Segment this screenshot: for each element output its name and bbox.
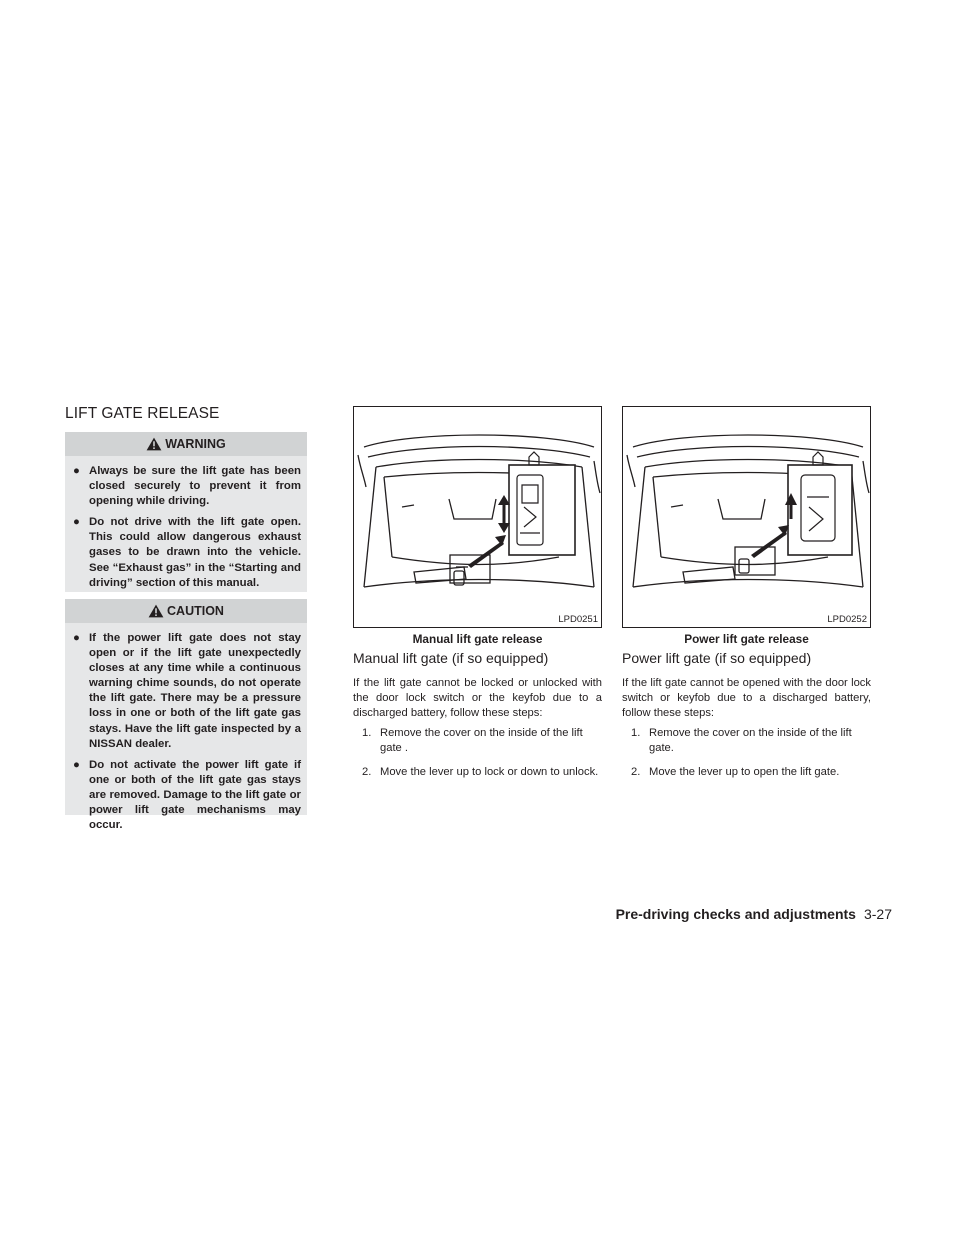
step-item: 1. Remove the cover on the inside of the lift gate. (631, 726, 852, 754)
power-lift-gate-illustration (623, 407, 871, 628)
bullet-icon: ● (73, 758, 80, 771)
caution-box (65, 599, 307, 832)
caution-label: CAUTION (167, 604, 224, 618)
step-item: 2. Move the lever up to lock or down to unlock. (362, 766, 599, 779)
figure-code: LPD0252 (827, 614, 867, 625)
chapter-title: Pre-driving checks and adjustments (615, 906, 856, 922)
figure-caption: Power lift gate release (684, 632, 809, 646)
page-footer (616, 906, 892, 922)
warning-triangle-icon (148, 604, 164, 618)
warning-item: ● Always be sure the lift gate has been closed securely to prevent it from opening while driving. (73, 465, 301, 508)
warning-item: ● Do not drive with the lift gate open. This could allow dangerous exhaust gases to be drawn into the vehicle. See “Exhaust gas” in the “Starting and driving” section of this manual. (73, 516, 301, 589)
manual-heading: Manual lift gate (if so equipped) (353, 650, 549, 666)
manual-lift-gate-section (353, 650, 602, 789)
section-title: LIFT GATE RELEASE (65, 405, 220, 422)
warning-label: WARNING (165, 437, 226, 451)
step-item: 1. Remove the cover on the inside of the lift gate . (362, 726, 583, 754)
power-heading: Power lift gate (if so equipped) (622, 650, 812, 666)
figure-caption: Manual lift gate release (412, 632, 543, 646)
caution-item: ● Do not activate the power lift gate if one or both of the lift gate gas stays are removed. Damage to the lift gate or power lift gate mechanisms may occur. (73, 758, 301, 832)
warning-triangle-icon (146, 437, 162, 451)
caution-header (65, 599, 307, 623)
power-steps (622, 726, 871, 781)
manual-lift-gate-illustration (354, 407, 602, 628)
warning-header (65, 432, 307, 456)
power-lift-gate-section (622, 650, 871, 789)
figure-manual-lift-gate (353, 406, 602, 628)
manual-steps (353, 726, 602, 781)
bullet-icon: ● (73, 632, 80, 644)
caution-list (65, 623, 307, 842)
step-item: 2. Move the lever up to open the lift gate. (631, 766, 840, 779)
power-intro: If the lift gate cannot be opened with the door lock switch or keyfob due to a discharged battery, follow these steps: (622, 677, 871, 720)
figure-power-lift-gate (622, 406, 871, 628)
figure-code: LPD0251 (558, 614, 598, 625)
page-number: 3-27 (863, 906, 892, 922)
warning-box (65, 432, 307, 592)
bullet-icon: ● (73, 516, 80, 529)
caution-item: ● If the power lift gate does not stay open or if the lift gate unexpectedly closes at any time while a continuous warning chime sounds, do not operate the lift gate. There may be a pressure loss in one or both of the lift gate gas stays. Have the lift gate inspected by a NISSAN dealer. (73, 632, 301, 750)
warning-list (65, 456, 307, 600)
bullet-icon: ● (73, 465, 80, 477)
manual-intro: If the lift gate cannot be locked or unlocked with the door lock switch or the keyfob due to a discharged battery, follow these steps: (353, 677, 602, 720)
